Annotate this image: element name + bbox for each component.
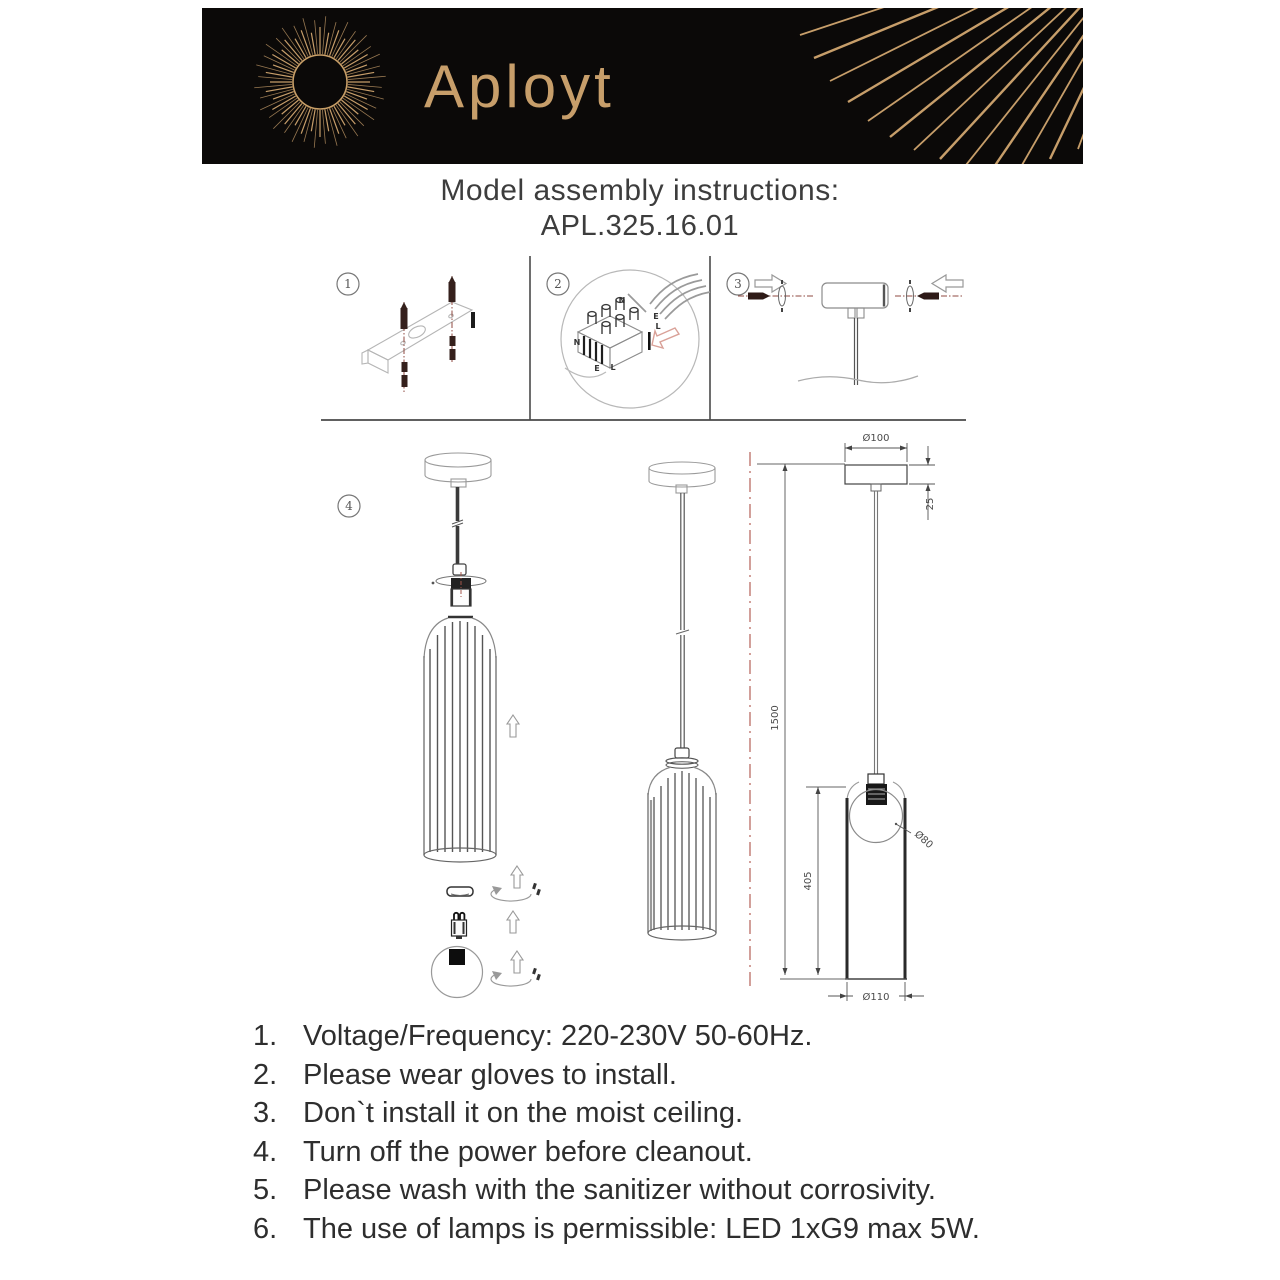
wire-label-n2: N [573, 338, 581, 347]
item-number: 1. [253, 1020, 278, 1052]
g9-bulb [452, 913, 467, 939]
page-title: Model assembly instructions: [440, 174, 840, 207]
cord-grip-nut [453, 564, 466, 575]
canopy [649, 462, 715, 493]
brand-name: Aployt [424, 53, 615, 120]
step4-number: 4 [345, 499, 353, 513]
dim-label-ball-diameter: Ø80 [911, 829, 935, 852]
wire-label-l2: L [610, 363, 616, 372]
assembly-and-dimensions-diagram [320, 428, 990, 1016]
cord-grip-nut [868, 774, 884, 784]
wire-end [648, 332, 651, 350]
wire-label-n: N [618, 296, 626, 305]
item-text: Voltage/Frequency: 220-230V 50-60Hz. [303, 1020, 813, 1052]
steps-1-3-diagram [318, 252, 978, 424]
step4-exploded-view [338, 453, 541, 998]
dim-label-canopy-diameter: Ø100 [862, 433, 890, 444]
insert-arrow-icon [652, 328, 679, 348]
step1-number: 1 [344, 277, 352, 291]
canopy [845, 465, 907, 484]
step2-number: 2 [554, 277, 562, 291]
item-number: 4. [253, 1135, 278, 1168]
sunburst-center [293, 55, 347, 109]
socket [866, 784, 887, 805]
dim-overall-height [757, 464, 848, 979]
item-text: Please wear gloves to install. [303, 1058, 677, 1091]
step2-wiring-diagram [547, 270, 710, 408]
supply-wires [628, 274, 710, 319]
bracket-tab [471, 312, 475, 328]
item-text: Please wash with the sanitizer without corrosivity. [303, 1174, 936, 1206]
step1-bracket-diagram [337, 273, 475, 394]
item-text: Turn off the power before cleanout. [303, 1135, 753, 1168]
screw-anchor [401, 302, 408, 394]
retainer-ring [447, 887, 473, 896]
disc-screw [432, 582, 435, 585]
brand-banner [202, 8, 1083, 164]
dim-shade-height [803, 787, 846, 975]
item-number: 2. [253, 1058, 278, 1091]
dim-ball-diameter [895, 823, 936, 851]
dim-canopy-height [909, 446, 936, 520]
wire-label-e2: E [594, 364, 600, 373]
rotate-arrow-icon [491, 951, 541, 986]
dim-canopy-diameter [845, 432, 907, 462]
list-item [253, 1058, 1083, 1091]
wire-label-l: L [655, 322, 661, 331]
lift-arrow-icon [507, 715, 519, 737]
cord-break [676, 630, 689, 634]
dim-label-shade-height: 405 [803, 871, 814, 891]
fluted-glass-shade [648, 758, 716, 940]
dim-label-shade-diameter: Ø110 [862, 992, 890, 1003]
screw-anchor [449, 276, 456, 362]
assembled-lamp-view [648, 462, 716, 940]
list-item [253, 1099, 1083, 1128]
screw-right [895, 280, 962, 312]
canopy [425, 453, 491, 487]
glass-ball [432, 947, 483, 998]
dim-shade-diameter [828, 982, 924, 1003]
item-text: Don`t install it on the moist ceiling. [303, 1097, 744, 1129]
cord-connector [871, 484, 881, 491]
rotate-arrow-icon [491, 866, 541, 901]
instruction-list [253, 1022, 1083, 1253]
item-number: 6. [253, 1212, 278, 1245]
list-item [253, 1212, 1083, 1245]
dim-label-overall-height: 1500 [770, 705, 781, 731]
lift-arrow-icon [507, 911, 519, 933]
wire-label-e: E [653, 312, 659, 321]
banner-art [202, 8, 1083, 164]
list-item [253, 1022, 1083, 1051]
glass-cylinder [845, 782, 907, 979]
fluted-glass-shade [424, 617, 496, 862]
item-text: The use of lamps is permissible: LED 1xG9 max 5W. [303, 1212, 980, 1245]
detail-circle [561, 270, 699, 408]
dimension-drawing [757, 432, 936, 1003]
item-number: 3. [253, 1097, 278, 1129]
push-left-arrow-icon [932, 275, 963, 292]
step3-number: 3 [734, 277, 742, 291]
list-item [253, 1176, 1083, 1205]
item-number: 5. [253, 1174, 278, 1206]
corner-rays-icon [800, 8, 1083, 164]
cord-grip-nut [675, 748, 689, 758]
dim-label-canopy-height: 25 [925, 497, 936, 511]
step3-canopy-diagram [727, 273, 963, 385]
model-number: APL.325.16.01 [540, 210, 740, 242]
ceiling-canopy [822, 283, 888, 385]
terminal-block [578, 298, 651, 368]
list-item [253, 1135, 1083, 1168]
